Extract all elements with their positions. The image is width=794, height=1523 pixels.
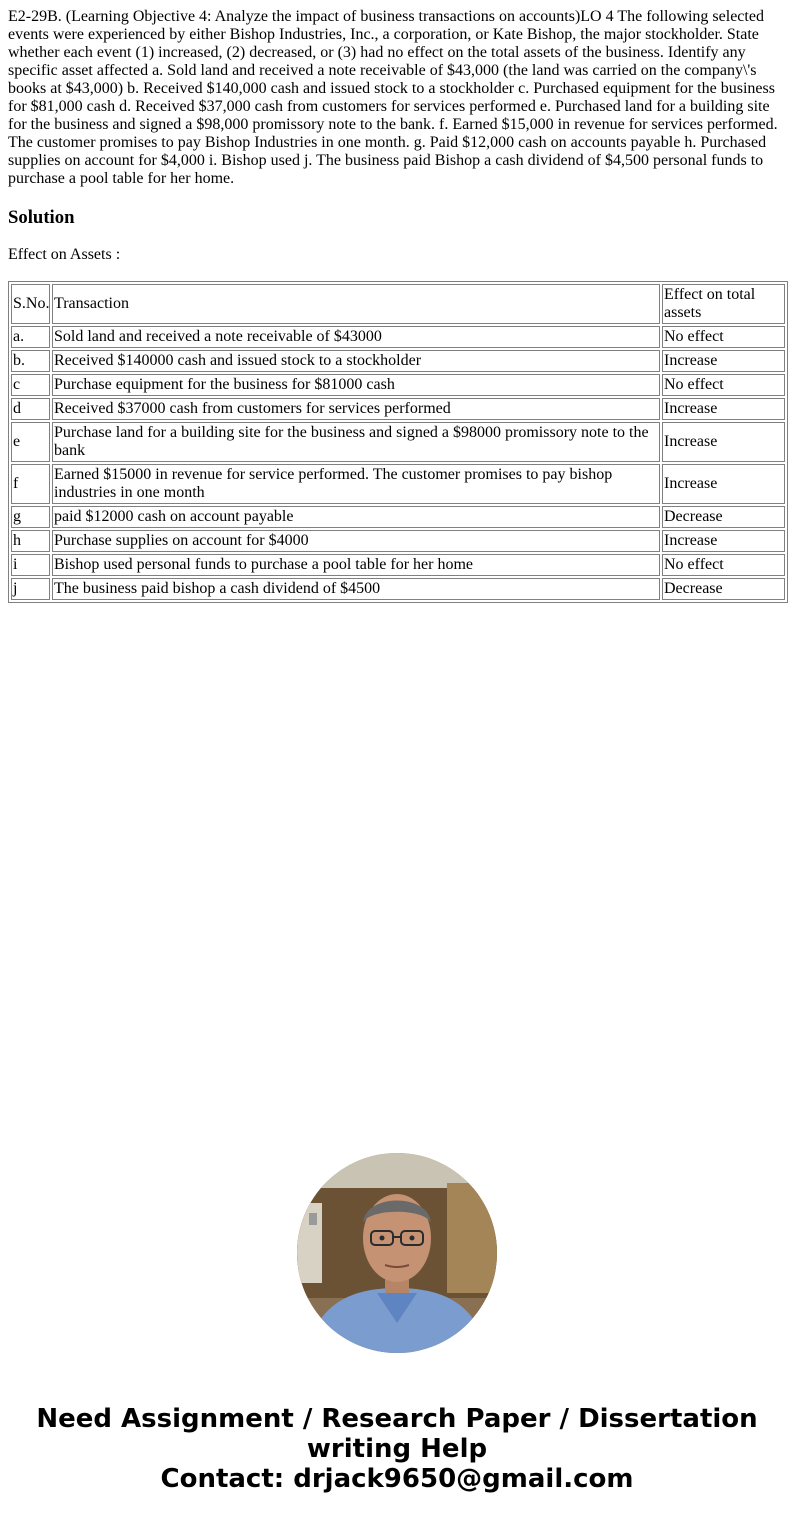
cell-effect: Decrease	[662, 578, 785, 600]
promo-line-contact: Contact: drjack9650@gmail.com	[160, 1464, 634, 1494]
cell-sno: e	[11, 422, 50, 462]
table-row	[11, 422, 785, 462]
cell-transaction: Purchase supplies on account for $4000	[52, 530, 660, 552]
cell-sno: j	[11, 578, 50, 600]
table-row	[11, 578, 785, 600]
cell-effect: Increase	[662, 422, 785, 462]
cell-sno: a.	[11, 326, 50, 348]
effect-on-assets-label: Effect on Assets :	[8, 246, 121, 263]
cell-transaction: Purchase land for a building site for the business and signed a $98000 promissory note to the bank	[52, 422, 660, 462]
table-header-row	[11, 284, 785, 324]
cell-sno: f	[11, 464, 50, 504]
table-row	[11, 506, 785, 528]
cell-effect: Increase	[662, 464, 785, 504]
cell-effect: Increase	[662, 530, 785, 552]
solution-heading: Solution	[8, 207, 75, 228]
author-photo	[297, 1153, 497, 1353]
cell-sno: h	[11, 530, 50, 552]
table-row	[11, 464, 785, 504]
table-row	[11, 374, 785, 396]
promo-line-help: Need Assignment / Research Paper / Dissertation writing Help	[36, 1404, 758, 1464]
cell-transaction: Received $140000 cash and issued stock to a stockholder	[52, 350, 660, 372]
question-text: E2-29B. (Learning Objective 4: Analyze the impact of business transactions on accounts)LO 4 The following selected events were experienced by either Bishop Industries, Inc., a corporation, or Kate Bishop, the major stockholder. State whether each event (1) increased, (2) decreased, or (3) had no effect on the total assets of the business. Identify any specific asset affected a. Sold land and received a note receivable of $43,000 (the land was carried on the company\'s books at $43,000) b. Received $140,000 cash and issued stock to a stockholder c. Purchased equipment for the business for $81,000 cash d. Received $37,000 cash from customers for services performed e. Purchased land for a building site for the business and signed a $98,000 promissory note to the bank. f. Earned $15,000 in revenue for services performed. The customer promises to pay Bishop Industries in one month. g. Paid $12,000 cash on accounts payable h. Purchased supplies on account for $4,000 i. Bishop used j. The business paid Bishop a cash dividend of $4,500 personal funds to purchase a pool table for her home.	[8, 8, 778, 187]
cell-sno: d	[11, 398, 50, 420]
cell-transaction: Bishop used personal funds to purchase a pool table for her home	[52, 554, 660, 576]
cell-effect: No effect	[662, 554, 785, 576]
header-effect: Effect on total assets	[662, 284, 785, 324]
cell-sno: g	[11, 506, 50, 528]
cell-transaction: paid $12000 cash on account payable	[52, 506, 660, 528]
table-row	[11, 554, 785, 576]
table-row	[11, 350, 785, 372]
cell-sno: i	[11, 554, 50, 576]
answer-table	[8, 281, 788, 603]
cell-effect: Increase	[662, 398, 785, 420]
table-row	[11, 326, 785, 348]
cell-effect: No effect	[662, 326, 785, 348]
table-row	[11, 398, 785, 420]
cell-sno: c	[11, 374, 50, 396]
header-sno: S.No.	[11, 284, 50, 324]
cell-transaction: The business paid bishop a cash dividend of $4500	[52, 578, 660, 600]
cell-transaction: Earned $15000 in revenue for service performed. The customer promises to pay bishop industries in one month	[52, 464, 660, 504]
promo-banner	[0, 1404, 794, 1494]
cell-effect: Decrease	[662, 506, 785, 528]
cell-sno: b.	[11, 350, 50, 372]
cell-transaction: Purchase equipment for the business for $81000 cash	[52, 374, 660, 396]
cell-transaction: Sold land and received a note receivable of $43000	[52, 326, 660, 348]
answer-table-container	[8, 281, 786, 603]
table-row	[11, 530, 785, 552]
cell-effect: No effect	[662, 374, 785, 396]
header-transaction: Transaction	[52, 284, 660, 324]
cell-transaction: Received $37000 cash from customers for services performed	[52, 398, 660, 420]
cell-effect: Increase	[662, 350, 785, 372]
table-body	[11, 326, 785, 600]
author-avatar	[297, 1153, 497, 1353]
